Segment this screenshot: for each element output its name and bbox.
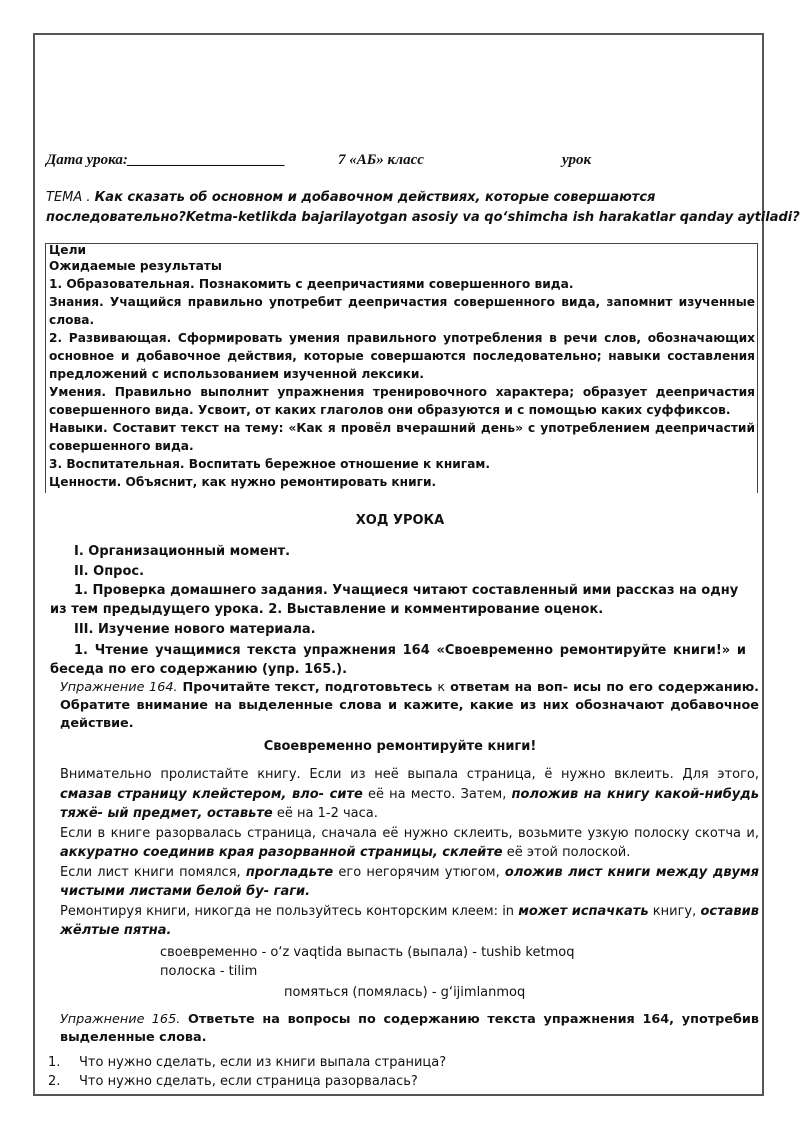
goal-skills: Умения. Правильно выполнит упражнения тренировочного характера; образует деепричастия совершенного вида. Усвоит, от каких глаголов они образуются и с помощью каких суффиксов. <box>49 385 755 417</box>
goal-developing: 2. Развивающая. Сформировать умения правильного употребления в речи слов, обозначающих основное и добавочное действия, которые совершаются последовательно; навыки составления предложений с использованием изученной лексики. <box>49 331 755 381</box>
question-2: Что нужно сделать, если страница разорвалась? <box>79 1074 418 1089</box>
exercise-164-title: Своевременно ремонтируйте книги! <box>263 739 537 754</box>
stage-1: I. Организационный момент. <box>74 544 291 559</box>
lesson-date-label: Дата урока:_____________________ <box>46 152 286 168</box>
exercise-164-label: Упражнение 164. <box>60 680 178 695</box>
paragraph-2: Если в книге разорвалась страница, сначала её нужно склеить, возьмите узкую полоску скотча и, аккуратно соединив края разорванной страницы, склейте её этой полоской. <box>60 825 759 860</box>
question-1-number: 1. <box>48 1055 61 1070</box>
lesson-label: урок <box>562 152 592 168</box>
topic-line-1 <box>46 190 655 205</box>
question-2-number: 2. <box>48 1074 61 1089</box>
stage-2-item-1-cont: из тем предыдущего урока. 2. Выставление и комментирование оценок. <box>50 602 604 617</box>
goals-box <box>45 243 758 493</box>
stage-3-item-1: 1. Чтение учащимися текста упражнения 164 «Своевременно ремонтируйте книги!» и беседа по его содержанию (упр. 165.). <box>50 643 746 677</box>
exercise-164-task: Упражнение 164. Прочитайте текст, подготовьтесь к ответам на воп- исы по его содержанию. Обратите внимание на выделенные слова и кажите, какие из них обозначают добавочное действие. <box>60 680 760 731</box>
stage-3: III. Изучение нового материала. <box>74 622 316 637</box>
exercise-165-task: Упражнение 165. Ответьте на вопросы по содержанию текста упражнения 164, употребив выделенные слова. <box>60 1012 759 1045</box>
class-label: 7 «АБ» класс <box>338 152 424 168</box>
goals-title: Цели <box>49 243 87 257</box>
vocab-3: помяться (помялась) - g‘ijimlanmoq <box>284 985 526 1000</box>
goal-upbringing: 3. Воспитательная. Воспитать бережное отношение к книгам. <box>49 457 490 471</box>
goal-habits: Навыки. Составит текст на тему: «Как я провёл вчерашний день» с употреблением деепричастий совершенного вида. <box>49 421 755 453</box>
goal-educational: 1. Образовательная. Познакомить с деепричастиями совершенного вида. <box>49 277 574 291</box>
exercise-165-label: Упражнение 165. <box>60 1012 181 1027</box>
vocab-2: полоска - tilim <box>160 964 258 979</box>
paragraph-1: Внимательно пролистайте книгу. Если из неё выпала страница, ё нужно вклеить. Для этого, смазав страницу клейстером, вло- сите её на место. Затем, положив на книгу какой-нибудь тяжё- ый предмет, оставьте её на 1-2 часа. <box>60 767 760 821</box>
expected-results: Ожидаемые результаты <box>49 259 222 273</box>
paragraph-3: Если лист книги помялся, прогладьте его негорячим утюгом, оложив лист книги между двумя чистыми листами белой бу- гаги. <box>60 864 759 899</box>
exercise-164-text <box>60 765 759 941</box>
topic-line-2: последовательно?Ketma-ketlikda bajarilayotgan asosiy va qo‘shimcha ish harakatlar qanday aytiladi? <box>46 210 800 225</box>
stage-2-item-1: 1. Проверка домашнего задания. Учащиеся читают составленный ими рассказ на одну <box>74 583 739 598</box>
topic-prefix: ТЕМА . <box>46 190 95 205</box>
stage-2: II. Опрос. <box>74 564 145 579</box>
goal-values: Ценности. Объяснит, как нужно ремонтировать книги. <box>49 475 437 489</box>
lesson-title: ХОД УРОКА <box>355 513 445 528</box>
paragraph-4: Ремонтируя книги, никогда не пользуйтесь конторским клеем: in может испачкать книгу, оставив жёлтые пятна. <box>60 903 759 938</box>
vocab-1: своевременно - o‘z vaqtida выпасть (выпала) - tushib ketmoq <box>160 945 575 960</box>
topic-text-1: Как сказать об основном и добавочном действиях, которые совершаются <box>94 190 656 205</box>
goal-knowledge: Знания. Учащийся правильно употребит деепричастия совершенного вида, запомнит изученные слова. <box>49 295 755 327</box>
question-1: Что нужно сделать, если из книги выпала страница? <box>79 1055 447 1070</box>
